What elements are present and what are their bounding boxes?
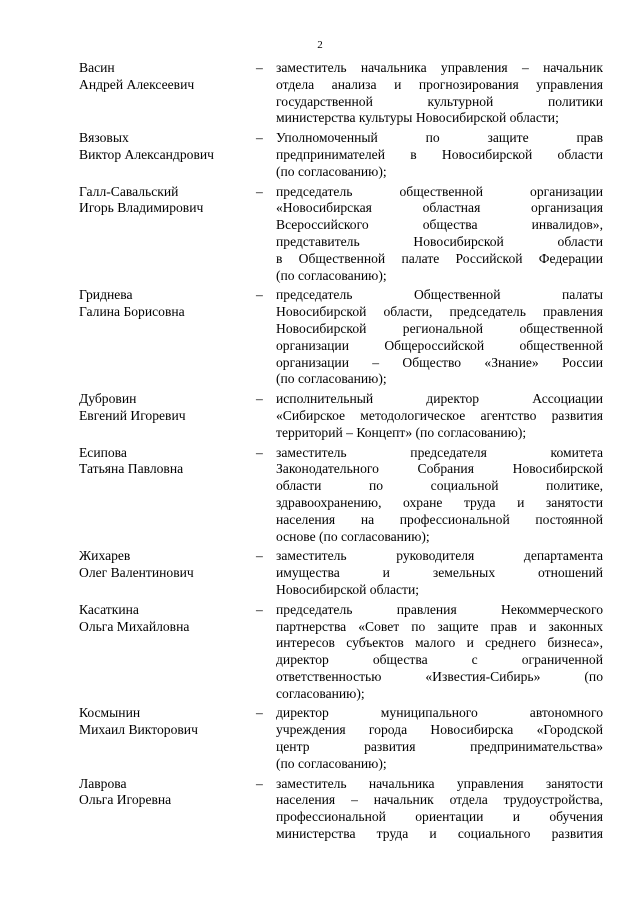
member-given-names: Евгений Игоревич [79,407,186,423]
position-line: государственной культурной политики [276,93,603,109]
member-position [276,548,603,598]
member-dash: – [256,775,263,791]
position-line: центр развития предпринимательства» [276,739,603,755]
position-line: основе (по согласованию); [276,528,430,544]
member-dash: – [256,60,263,75]
member-given-names: Виктор Александрович [79,146,214,162]
member-given-names: Галина Борисовна [79,304,185,320]
member-entry [79,705,603,772]
position-line: Всероссийского общества инвалидов», [276,217,603,233]
member-position [276,184,603,285]
member-position [276,445,603,546]
position-line: ответственностью «Известия-Сибирь» (по [276,668,603,684]
position-line: учреждения города Новосибирска «Городской [276,722,603,738]
position-line: председатель общественной организации [276,183,603,199]
member-list [79,60,603,846]
position-line: председатель правления Некоммерческого [276,601,603,617]
position-line: «Сибирское методологическое агентство развития [276,407,603,423]
member-surname: Космынин [79,705,141,721]
position-line: (по согласованию); [276,371,387,387]
member-given-names: Андрей Алексеевич [79,76,195,92]
member-name [79,445,253,546]
position-line: (по согласованию); [276,267,387,283]
member-entry [79,602,603,703]
member-given-names: Игорь Владимирович [79,200,204,216]
member-surname: Васин [79,60,115,75]
member-surname: Дубровин [79,391,137,407]
member-given-names: Татьяна Павловна [79,461,184,477]
member-entry [79,445,603,546]
member-name [79,391,253,441]
member-dash: – [256,548,263,564]
member-dash: – [256,130,263,146]
member-position [276,391,603,441]
position-line: «Новосибирская областная организация [276,200,603,216]
position-line: имущества и земельных отношений [276,565,603,581]
position-line: согласованию); [276,685,365,701]
member-position [276,60,603,127]
member-dash: – [256,601,263,617]
member-name [79,776,253,843]
member-surname: Лаврова [79,775,127,791]
position-line: Новосибирской области; [276,581,420,597]
member-name [79,287,253,388]
member-position [276,776,603,843]
member-name [79,548,253,598]
position-line: предпринимателей в Новосибирской области [276,146,603,162]
member-dash: – [256,391,263,407]
position-line: представитель Новосибирской области [276,233,603,249]
member-name [79,130,253,180]
member-name [79,184,253,285]
position-line: профессиональной ориентации и обучения [276,809,603,825]
member-surname: Есипова [79,444,127,460]
position-line: интересов субъектов малого и среднего бизнеса», [276,635,603,651]
position-line: в Общественной палате Российской Федерации [276,250,603,266]
member-entry [79,130,603,180]
member-surname: Вязовых [79,130,129,146]
member-given-names: Михаил Викторович [79,722,198,738]
member-position [276,705,603,772]
member-name [79,602,253,703]
member-surname: Жихарев [79,548,131,564]
position-line: отдела анализа и прогнозирования управления [276,76,603,92]
member-name [79,60,253,127]
member-dash: – [256,183,263,199]
position-line: (по согласованию); [276,163,387,179]
position-line: министерства труда и социального развития [276,826,603,842]
position-line: председатель Общественной палаты [276,287,603,303]
member-entry [79,391,603,441]
member-entry [79,287,603,388]
position-line: населения на профессиональной постоянной [276,511,603,527]
position-line: Законодательного Собрания Новосибирской [276,461,603,477]
position-line: заместитель председателя комитета [276,444,603,460]
position-line: директор общества с ограниченной [276,652,603,668]
position-line: Уполномоченный по защите прав [276,130,603,146]
position-line: директор муниципального автономного [276,705,603,721]
position-line: области по социальной политике, [276,478,603,494]
position-line: заместитель руководителя департамента [276,548,603,564]
member-position [276,287,603,388]
position-line: (по согласованию); [276,755,387,771]
position-line: заместитель начальника управления занятости [276,775,603,791]
position-line: партнерства «Совет по защите прав и законных [276,618,603,634]
member-surname: Касаткина [79,601,139,617]
position-line: населения – начальник отдела трудоустройства, [276,792,603,808]
member-position [276,602,603,703]
position-line: организации Общероссийской общественной [276,337,603,353]
position-line: Новосибирской области, председатель правления [276,304,603,320]
position-line: исполнительный директор Ассоциации [276,391,603,407]
member-given-names: Ольга Игоревна [79,792,172,808]
member-entry [79,776,603,843]
page-number: 2 [317,39,323,51]
position-line: организации – Общество «Знание» России [276,354,603,370]
member-entry [79,184,603,285]
member-given-names: Ольга Михайловна [79,618,190,634]
member-entry [79,548,603,598]
member-name [79,705,253,772]
member-surname: Галл-Савальский [79,183,179,199]
member-dash: – [256,287,263,303]
position-line: здравоохранению, охране труда и занятости [276,494,603,510]
member-dash: – [256,705,263,721]
position-line: министерства культуры Новосибирской области; [276,110,559,126]
position-line: заместитель начальника управления – начальник [276,60,603,75]
member-entry [79,60,603,127]
position-line: Новосибирской региональной общественной [276,320,603,336]
member-dash: – [256,444,263,460]
position-line: территорий – Концепт» (по согласованию); [276,424,527,440]
member-surname: Гриднева [79,287,133,303]
member-position [276,130,603,180]
member-given-names: Олег Валентинович [79,565,194,581]
